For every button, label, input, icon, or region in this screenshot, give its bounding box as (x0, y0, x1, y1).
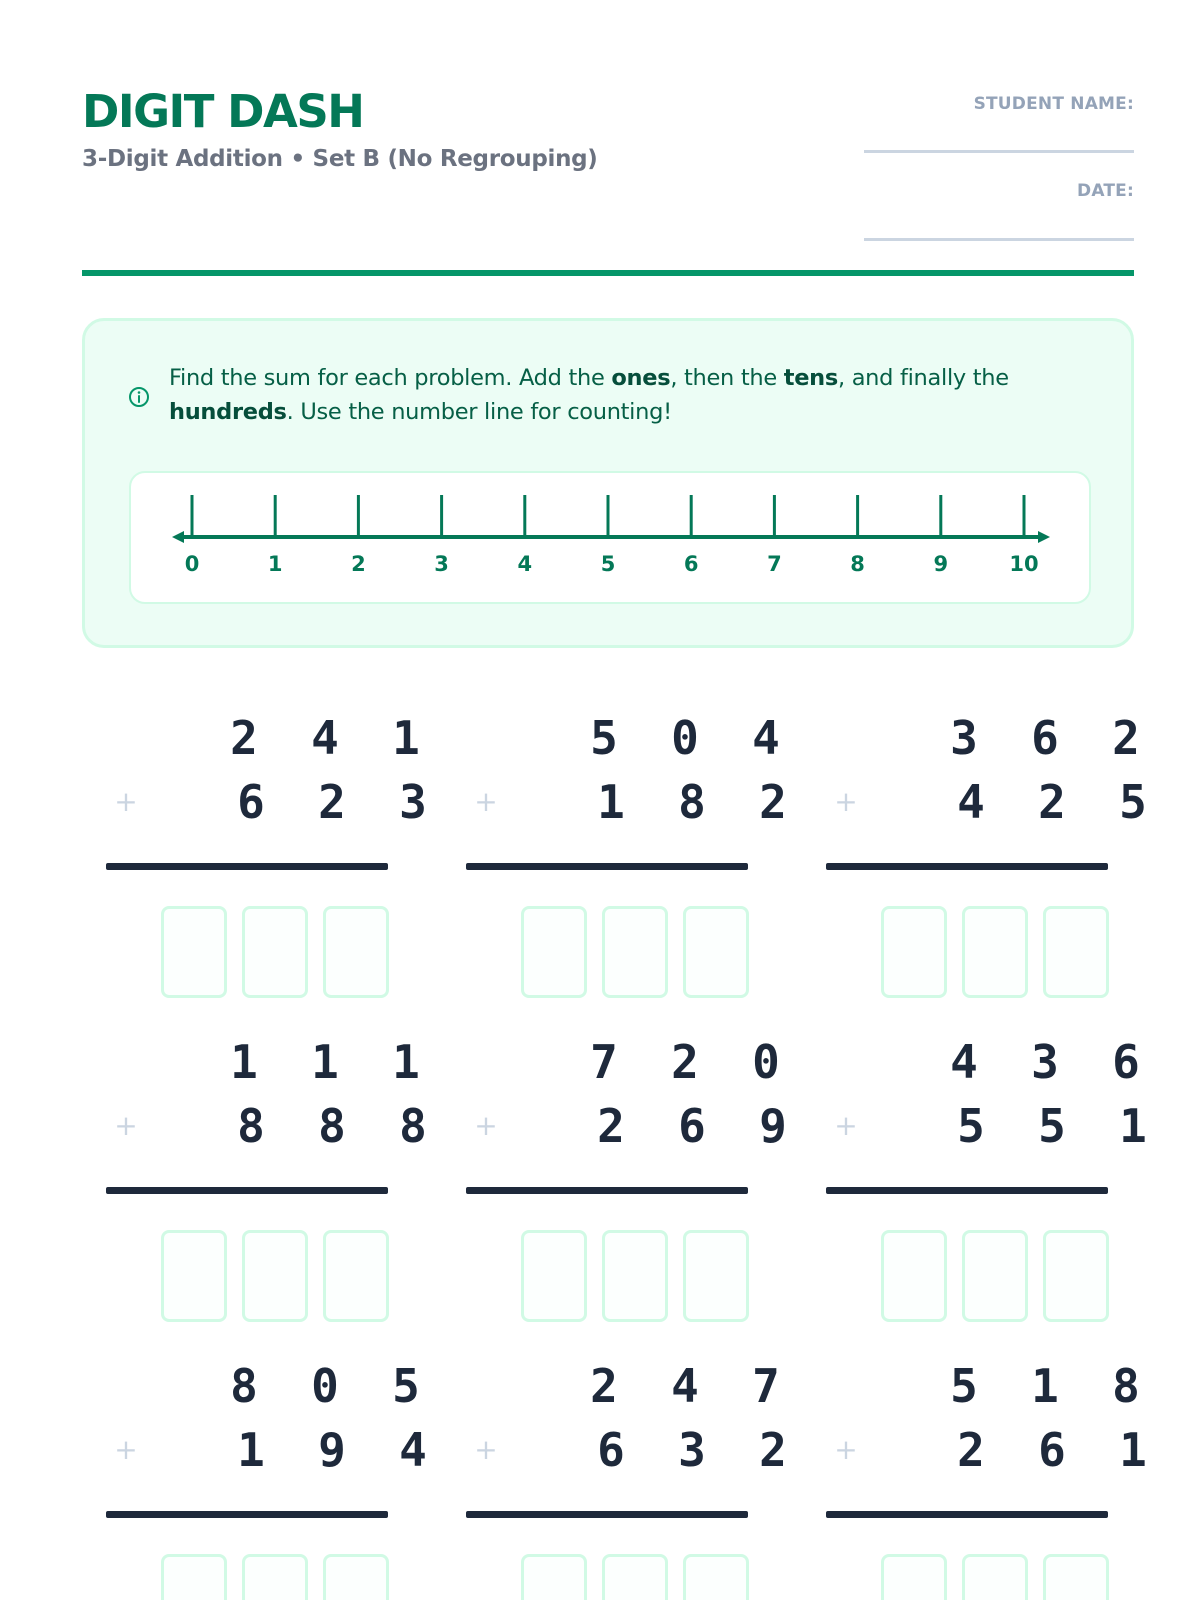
sum-line (826, 863, 1108, 870)
plus-sign: + (114, 1109, 138, 1142)
addend-bottom-digit: 5 (1119, 775, 1147, 829)
addend-top-digit: 6 (1112, 1035, 1140, 1089)
addend-top-digit: 1 (230, 1035, 258, 1089)
plus-sign: + (474, 1433, 498, 1466)
addend-top-digit: 4 (311, 711, 339, 765)
plus-sign: + (834, 785, 858, 818)
addend-top-digit: 2 (230, 711, 258, 765)
answer-digit-box[interactable] (602, 906, 668, 998)
number-line-label: 7 (767, 552, 782, 576)
number-line-label: 1 (267, 552, 283, 576)
answer-digit-box[interactable] (323, 1554, 389, 1600)
addend-bottom-digit: 2 (759, 775, 787, 829)
addend-top-digit: 1 (392, 711, 420, 765)
addend-top-digit: 4 (950, 1035, 978, 1089)
addend-top-digit: 8 (230, 1359, 258, 1413)
addend-bottom-digit: 2 (759, 1423, 787, 1477)
answer-digit-box[interactable] (161, 1230, 227, 1322)
sum-line (826, 1187, 1108, 1194)
answer-digit-box[interactable] (521, 1554, 587, 1600)
sum-line (826, 1511, 1108, 1518)
addend-bottom-digit: 6 (1038, 1423, 1066, 1477)
addend-bottom-digit: 9 (759, 1099, 787, 1153)
answer-digit-box[interactable] (881, 1554, 947, 1600)
addend-top-digit: 5 (950, 1359, 978, 1413)
addend-bottom-digit: 2 (597, 1099, 625, 1153)
addition-problem (106, 1030, 427, 1310)
answer-digit-box[interactable] (161, 906, 227, 998)
addend-bottom-digit: 8 (237, 1099, 265, 1153)
addend-bottom-digit: 8 (678, 775, 706, 829)
answer-digit-box[interactable] (962, 1230, 1028, 1322)
sum-line (466, 863, 748, 870)
instructions-panel (82, 318, 1134, 648)
addend-top-digit: 1 (392, 1035, 420, 1089)
addition-problem (466, 1354, 787, 1600)
sum-line (106, 1511, 388, 1518)
answer-digit-box[interactable] (323, 1230, 389, 1322)
addend-bottom-digit: 1 (597, 775, 625, 829)
addend-top-digit: 1 (311, 1035, 339, 1089)
sum-line (106, 863, 388, 870)
keyword-ones: ones (611, 365, 671, 391)
answer-digit-box[interactable] (602, 1554, 668, 1600)
addend-top-digit: 4 (752, 711, 780, 765)
answer-digit-box[interactable] (242, 1554, 308, 1600)
answer-digit-box[interactable] (521, 1230, 587, 1322)
answer-digit-box[interactable] (881, 1230, 947, 1322)
worksheet-subtitle: 3-Digit Addition • Set B (No Regrouping) (82, 146, 598, 172)
number-line-label: 8 (850, 552, 865, 576)
addend-bottom-digit: 2 (957, 1423, 985, 1477)
number-line (131, 473, 1089, 602)
addend-top-digit: 0 (671, 711, 699, 765)
sum-line (106, 1187, 388, 1194)
answer-digit-box[interactable] (962, 1554, 1028, 1600)
answer-digit-box[interactable] (1043, 906, 1109, 998)
date-label: DATE: (1077, 181, 1134, 201)
answer-digit-box[interactable] (1043, 1230, 1109, 1322)
answer-digit-box[interactable] (683, 1554, 749, 1600)
addend-top-digit: 0 (752, 1035, 780, 1089)
keyword-hundreds: hundreds (169, 399, 287, 425)
addend-top-digit: 2 (590, 1359, 618, 1413)
number-line-label: 2 (351, 552, 366, 576)
answer-digit-box[interactable] (242, 906, 308, 998)
addend-top-digit: 5 (392, 1359, 420, 1413)
number-line-label: 9 (933, 552, 949, 576)
header-divider (82, 270, 1134, 276)
plus-sign: + (834, 1433, 858, 1466)
addend-top-digit: 2 (1112, 711, 1140, 765)
addition-problem (826, 706, 1147, 986)
answer-digit-box[interactable] (683, 906, 749, 998)
addend-bottom-digit: 9 (318, 1423, 346, 1477)
addend-bottom-digit: 2 (1038, 775, 1066, 829)
plus-sign: + (474, 1109, 498, 1142)
number-line-label: 6 (683, 552, 699, 576)
answer-digit-box[interactable] (683, 1230, 749, 1322)
student-name-line (864, 150, 1134, 153)
addend-bottom-digit: 4 (399, 1423, 427, 1477)
number-line-label: 0 (184, 552, 200, 576)
number-line-card (129, 471, 1091, 604)
number-line-label: 3 (434, 552, 449, 576)
addend-bottom-digit: 6 (597, 1423, 625, 1477)
plus-sign: + (114, 1433, 138, 1466)
number-line-label: 5 (600, 552, 616, 576)
addition-problem (106, 1354, 427, 1600)
addition-problem (466, 706, 787, 986)
addition-problem (106, 706, 427, 986)
addend-top-digit: 7 (590, 1035, 618, 1089)
addition-problem (466, 1030, 787, 1310)
addend-bottom-digit: 4 (957, 775, 985, 829)
sum-line (466, 1511, 748, 1518)
answer-digit-box[interactable] (521, 906, 587, 998)
addend-top-digit: 6 (1031, 711, 1059, 765)
plus-sign: + (114, 785, 138, 818)
number-line-label: 10 (1009, 552, 1039, 576)
addend-bottom-digit: 5 (957, 1099, 985, 1153)
answer-digit-box[interactable] (1043, 1554, 1109, 1600)
answer-digit-box[interactable] (161, 1554, 227, 1600)
plus-sign: + (474, 785, 498, 818)
answer-digit-box[interactable] (242, 1230, 308, 1322)
answer-digit-box[interactable] (323, 906, 389, 998)
addend-bottom-digit: 2 (318, 775, 346, 829)
addend-bottom-digit: 5 (1038, 1099, 1066, 1153)
addend-bottom-digit: 6 (237, 775, 265, 829)
answer-digit-box[interactable] (602, 1230, 668, 1322)
addition-problem (826, 1030, 1147, 1310)
instructions-text: Find the sum for each problem. Add the ones, then the tens, and finally the hundreds. Use the number line for counting! (169, 365, 1009, 425)
answer-digit-box[interactable] (881, 906, 947, 998)
addition-problem (826, 1354, 1147, 1600)
info-icon (127, 385, 151, 409)
addend-bottom-digit: 8 (399, 1099, 427, 1153)
keyword-tens: tens (783, 365, 838, 391)
addend-bottom-digit: 3 (678, 1423, 706, 1477)
addend-top-digit: 7 (752, 1359, 780, 1413)
addend-bottom-digit: 3 (399, 775, 427, 829)
addend-bottom-digit: 6 (678, 1099, 706, 1153)
plus-sign: + (834, 1109, 858, 1142)
addend-top-digit: 3 (950, 711, 978, 765)
worksheet-title: DIGIT DASH (82, 85, 364, 138)
number-line-label: 4 (517, 552, 533, 576)
date-line (864, 238, 1134, 241)
student-name-label: STUDENT NAME: (973, 94, 1134, 114)
addend-top-digit: 0 (311, 1359, 339, 1413)
addend-top-digit: 3 (1031, 1035, 1059, 1089)
addend-bottom-digit: 8 (318, 1099, 346, 1153)
arrow-left-icon (172, 531, 184, 543)
arrow-right-icon (1038, 531, 1050, 543)
addend-top-digit: 4 (671, 1359, 699, 1413)
worksheet-header (82, 84, 1134, 280)
addend-bottom-digit: 1 (1119, 1099, 1147, 1153)
answer-digit-box[interactable] (962, 906, 1028, 998)
addend-top-digit: 5 (590, 711, 618, 765)
addend-top-digit: 1 (1031, 1359, 1059, 1413)
addend-bottom-digit: 1 (237, 1423, 265, 1477)
sum-line (466, 1187, 748, 1194)
addend-top-digit: 2 (671, 1035, 699, 1089)
addend-bottom-digit: 1 (1119, 1423, 1147, 1477)
addend-top-digit: 8 (1112, 1359, 1140, 1413)
